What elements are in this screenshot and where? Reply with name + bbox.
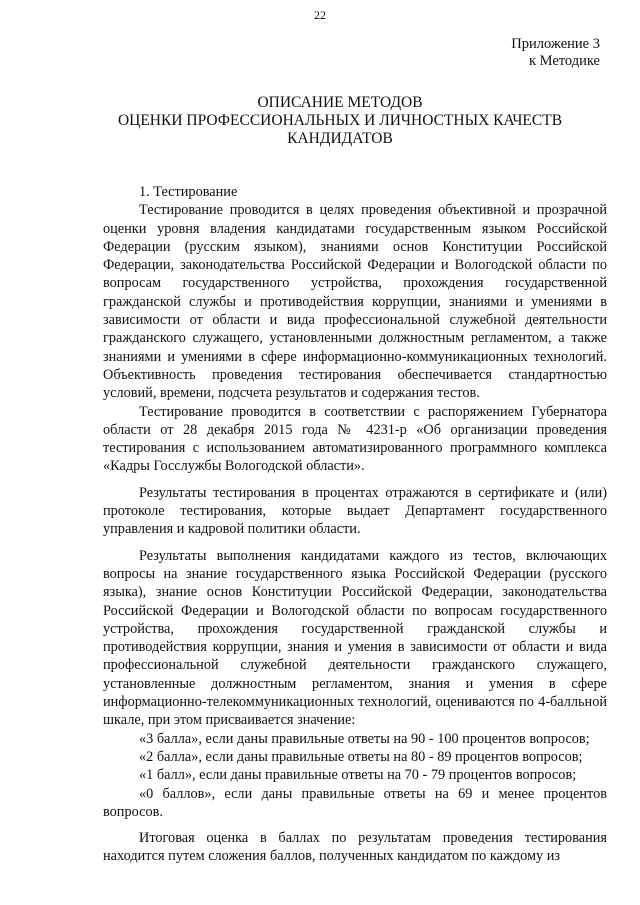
score-3-points: «3 балла», если даны правильные ответы на 90 - 100 процентов вопросов; [139, 730, 590, 747]
title-line-1: ОПИСАНИЕ МЕТОДОВ [257, 94, 423, 111]
paragraph-final-score: Итоговая оценка в баллах по результатам проведения тестирования находится путем сложения баллов, полученных кандидатом по каждому из [103, 830, 607, 865]
page-number: 22 [314, 8, 326, 22]
paragraph-testing-results: Результаты тестирования в процентах отражаются в сертификате и (или) протоколе тестирования, которые выдает Департамент государственного управления и кадровой политики области. [103, 484, 607, 538]
score-0-points: «0 баллов», если даны правильные ответы на 69 и менее процентов вопросов. [103, 785, 607, 820]
appendix-line-2: к Методике [528, 53, 600, 69]
title-line-3: КАНДИДАТОВ [287, 130, 393, 147]
appendix-reference [511, 36, 600, 70]
paragraph-scoring-scale: Результаты выполнения кандидатами каждого из тестов, включающих вопросы на знание государственного языка Российской Федерации (русского языка), знание основ Конституции Российской Федерации, законодательства Российской Федерации и Вологодской области по вопросам государственного устройства, прохождения государственной гражданской службы и противодействия коррупции, знания и умения в зависимости от области и вида профессиональной служебной деятельности гражданского служащего, установленные должностным регламентом, знания и умения в сфере информационно-телекоммуникационных технологий, оцениваются по 4-балльной шкале, при этом присваивается значение: [103, 547, 607, 729]
score-1-point: «1 балл», если даны правильные ответы на 70 - 79 процентов вопросов; [139, 767, 577, 784]
section-heading: 1. Тестирование [139, 184, 238, 200]
paragraph-testing-purpose: Тестирование проводится в целях проведения объективной и прозрачной оценки уровня владения кандидатами государственным языком Российской Федерации (русским языком), знаниями основ Конституции Российской Федерации, законодательства Российской Федерации и Вологодской области по вопросам государственного устройства, прохождения государственной гражданской службы и противодействия коррупции, знаниями и умениями в зависимости от области и вида профессиональной служебной деятельности гражданского служащего, установленными должностным регламентом, а также знаниями и умениями в сфере информационно-коммуникационных технологий. Объективность проведения тестирования обеспечивается стандартностью условий, времени, подсчета результатов и содержания тестов. [103, 202, 607, 402]
paragraph-testing-order: Тестирование проводится в соответствии с распоряжением Губернатора области от 28 декабря 2015 года № 4231-р «Об организации проведения тестирования с использованием автоматизированного программного комплекса «Кадры Госслужбы Вологодской области». [103, 403, 607, 475]
title-line-2: ОЦЕНКИ ПРОФЕССИОНАЛЬНЫХ И ЛИЧНОСТНЫХ КАЧЕСТВ [117, 112, 563, 129]
document-title [90, 94, 590, 148]
appendix-line-1: Приложение 3 [511, 36, 600, 52]
document-body [103, 183, 607, 866]
score-2-points: «2 балла», если даны правильные ответы на 80 - 89 процентов вопросов; [139, 748, 583, 765]
